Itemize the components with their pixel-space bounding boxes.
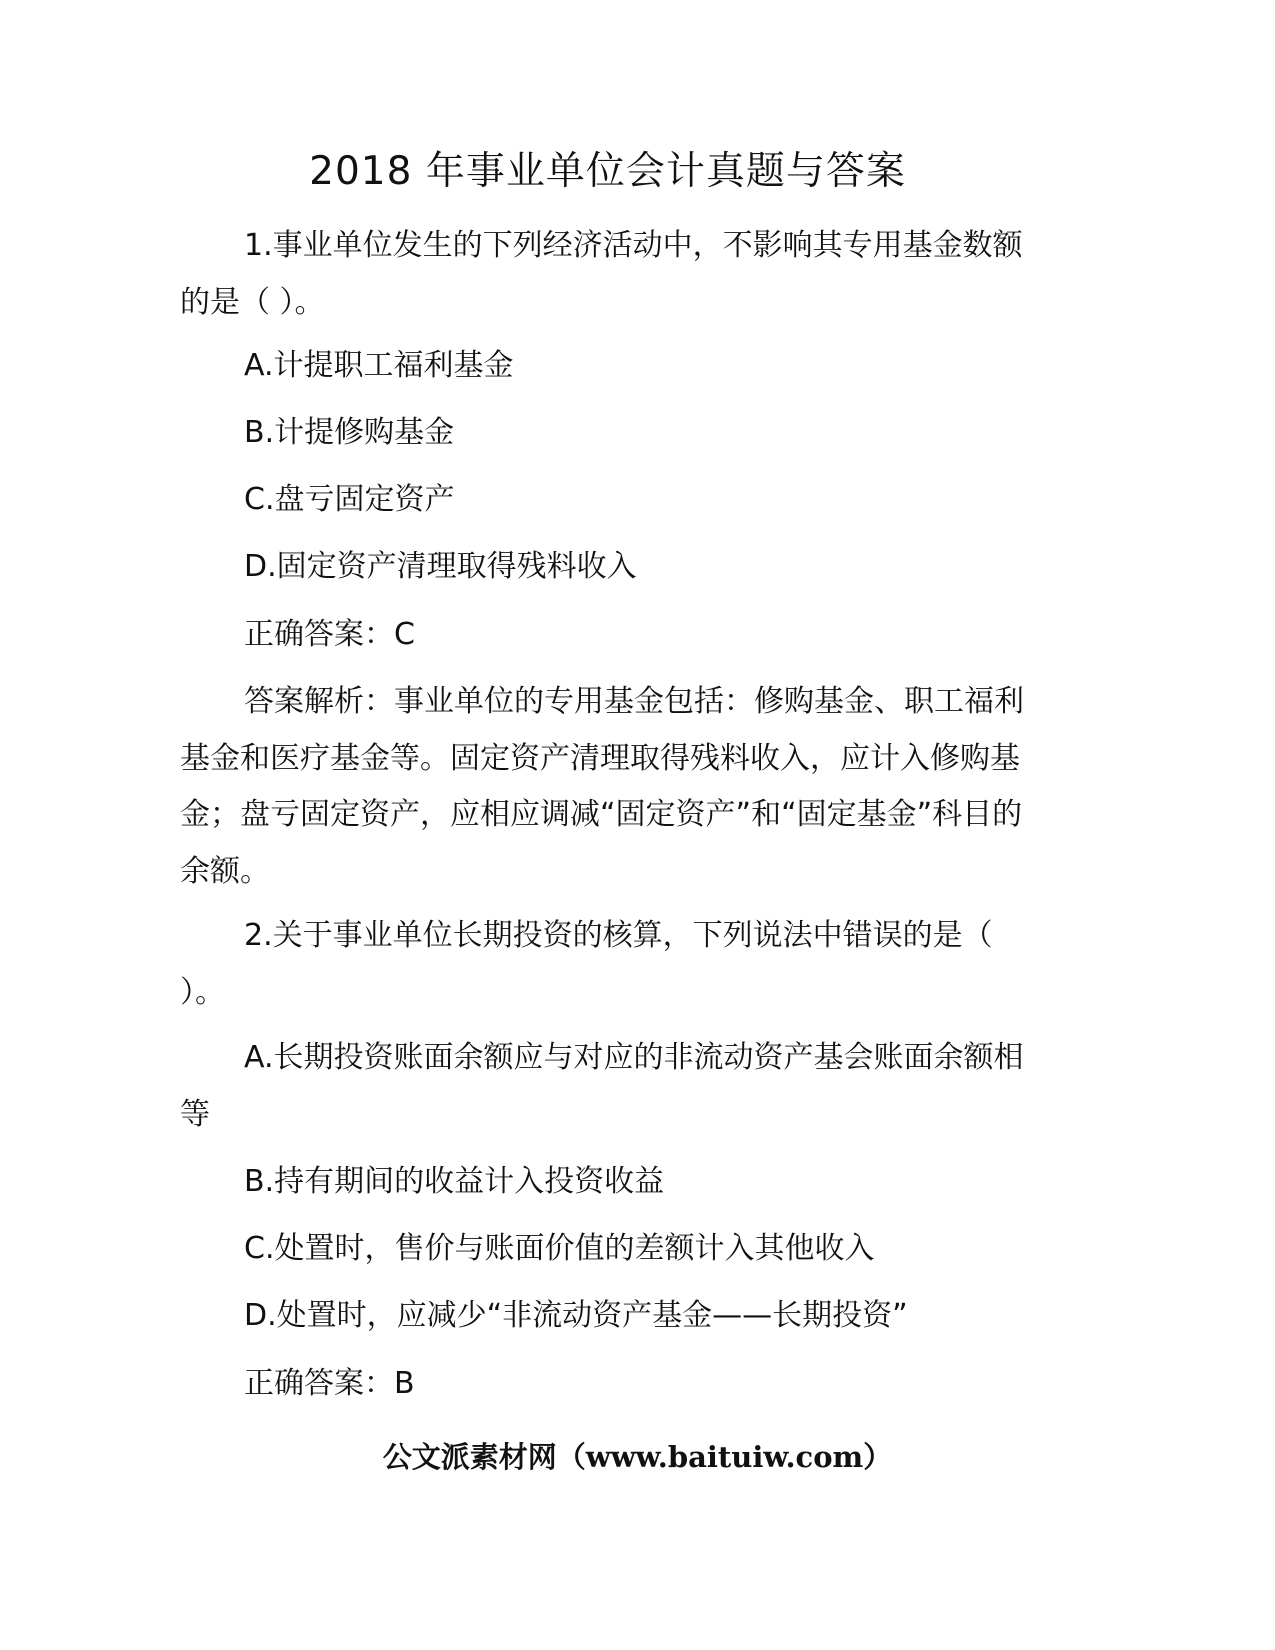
question-2-option-c: C.处置时，售价与账面价值的差额计入其他收入	[244, 1231, 875, 1266]
page-title: 2018 年事业单位会计真题与答案	[309, 149, 906, 194]
question-1-option-d: D.固定资产清理取得残料收入	[244, 549, 637, 584]
question-2-answer: 正确答案：B	[244, 1366, 415, 1401]
question-1-analysis: 答案解析：事业单位的专用基金包括：修购基金、职工福利基金和医疗基金等。固定资产清理取得残料收入，应计入修购基金；盘亏固定资产，应相应调减“固定资产”和“固定基金”科目的余额。	[180, 684, 1024, 889]
question-1-option-c: C.盘亏固定资产	[244, 482, 455, 517]
question-1-option-a: A.计提职工福利基金	[244, 348, 514, 383]
question-2-option-d: D.处置时，应减少“非流动资产基金——长期投资”	[244, 1298, 908, 1333]
question-1-stem: 1.事业单位发生的下列经济活动中，不影响其专用基金数额的是（ ）。	[180, 228, 1023, 320]
question-1-option-b: B.计提修购基金	[244, 415, 455, 450]
question-2-stem: 2.关于事业单位长期投资的核算，下列说法中错误的是（ ）。	[180, 918, 993, 1010]
question-2-option-b: B.持有期间的收益计入投资收益	[244, 1164, 665, 1199]
footer-watermark-text: 公文派素材网（www.baituiw.com）	[382, 1440, 893, 1474]
question-1-answer: 正确答案：C	[244, 617, 415, 652]
question-2-option-a: A.长期投资账面余额应与对应的非流动资产基会账面余额相等	[180, 1040, 1024, 1132]
